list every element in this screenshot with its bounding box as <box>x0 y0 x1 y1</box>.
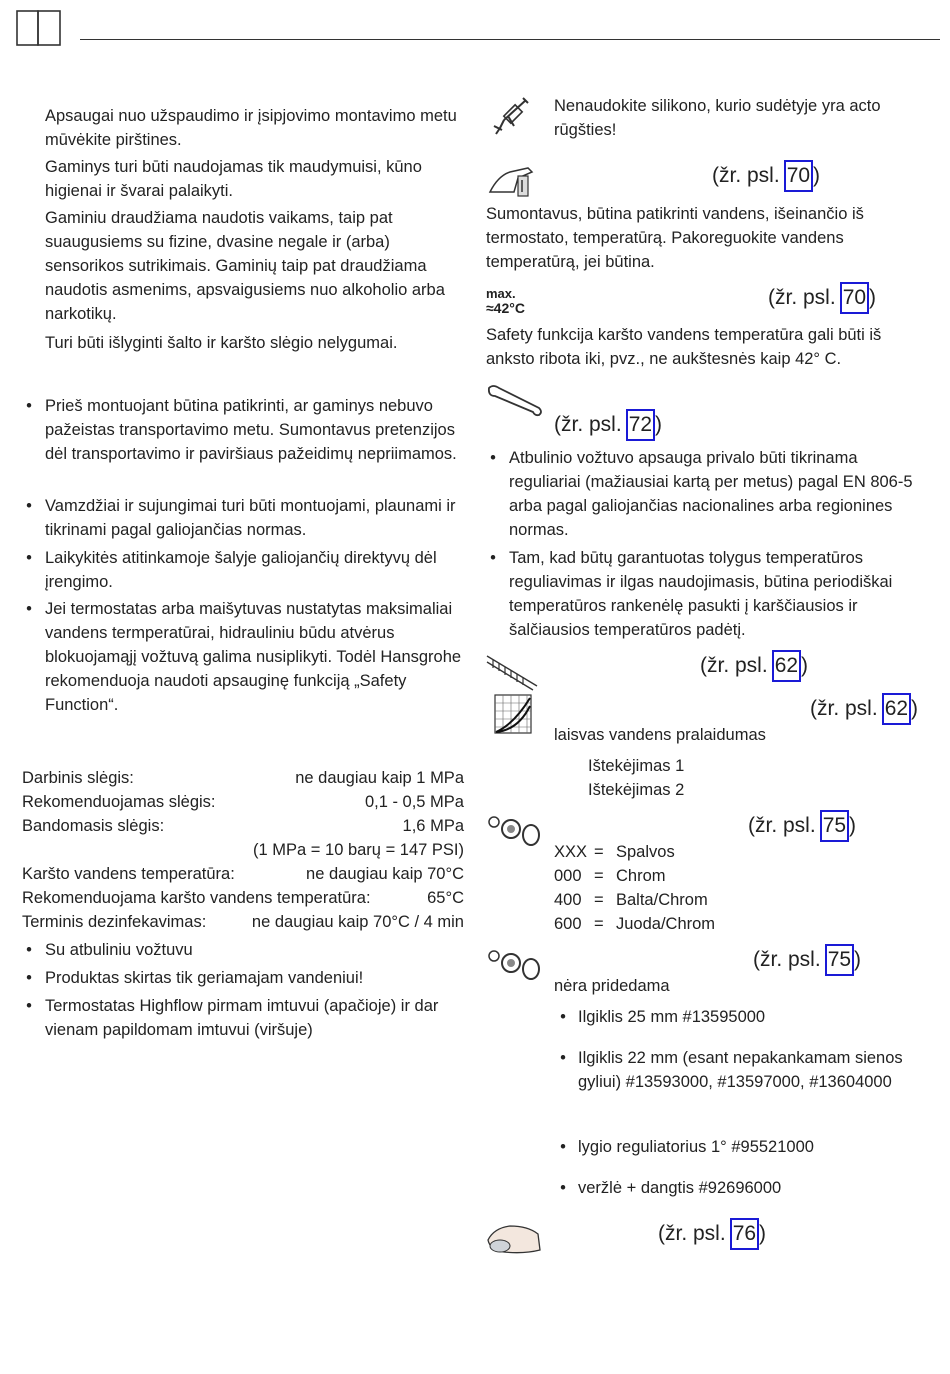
page-reference: (žr. psl. 70 ) <box>768 282 876 314</box>
thermometer-hand-icon <box>488 162 536 205</box>
service-bullet: • Atbulinio vožtuvo apsauga privalo būti tikrinama reguliariai (mažiausiai kartą per metus) pagal EN 806-5 arba pagal galiojančias nacionalines arba regionines normas. <box>490 449 913 539</box>
spare-parts-icon <box>487 948 543 987</box>
manual-book-icon <box>16 10 62 51</box>
service-bullet: • Tam, kad būtų garantuotas tolygus temperatūros reguliavimas ir ilgas naudojimasis, būtina periodiškai temperatūros rankenėlę pasukti į karščiausios ir šalčiausios temperatūros padėtį. <box>490 549 893 639</box>
page-reference: (žr. psl. 75 ) <box>753 944 861 976</box>
safety-function-text: Safety funkcija karšto vandens temperatūra gali būti iš anksto ribota iki, pvz., ne aukštesnės kaip 42° C. <box>486 326 882 368</box>
page-link[interactable]: 72 <box>626 409 655 441</box>
page-reference: (žr. psl. 72 ) <box>554 409 662 441</box>
intro-paragraph: Gaminys turi būti naudojamas tik maudymuisi, kūno higienai ir švarai palaikyti. <box>45 158 422 200</box>
page-link[interactable]: 70 <box>784 160 813 192</box>
color-code-row: 600 = Juoda/Chrom <box>554 915 716 933</box>
page-reference: (žr. psl. 70 ) <box>712 160 820 192</box>
accessory-item: • Ilgiklis 25 mm #13595000 <box>560 1008 766 1026</box>
spec-row: Terminis dezinfekavimas: ne daugiau kaip 70°C / 4 min <box>22 913 464 931</box>
note-item: • Produktas skirtas tik geriamajam vandeniui! <box>26 969 364 987</box>
page-reference: (žr. psl. 62 ) <box>700 650 808 682</box>
max-temp-icon: max. ≈42°C <box>486 286 525 316</box>
page-reference: (žr. psl. 75 ) <box>748 810 856 842</box>
intro-paragraph: Apsaugai nuo užspaudimo ir įsipjovimo montavimo metu mūvėkite pirštines. <box>45 107 457 149</box>
spec-row: Rekomenduojama karšto vandens temperatūra: 65°C <box>22 889 464 907</box>
color-code-row: 000 = Chrom <box>554 867 666 885</box>
bullet-item: • Jei termostatas arba maišytuvas nustatytas maksimaliai vandens termperatūrai, hidrauliniu būdu atvėrus blokuojamąjį vožtuvą galima nusiplikyti. Todėl Hansgrohe rekomenduoja naudoti apsauginę funkciją „Safety Function“. <box>26 600 462 714</box>
spec-table <box>22 766 464 934</box>
temperature-check-text: Sumontavus, būtina patikrinti vandens, išeinančio iš termostato, temperatūrą. Pakoreguokite vandens temperatūrą, jei būtina. <box>486 205 864 271</box>
cleaning-hand-icon <box>484 1220 544 1261</box>
outlet-label: Ištekėjimas 2 <box>588 781 685 799</box>
page-link[interactable]: 76 <box>730 1218 759 1250</box>
spec-conversion: (1 MPa = 10 barų = 147 PSI) <box>253 841 464 859</box>
bullet-item: • Laikykitės atitinkamoje šalyje galiojančių direktyvų dėl įrengimo. <box>26 549 437 591</box>
ruler-icon <box>485 654 539 697</box>
page-link[interactable]: 75 <box>825 944 854 976</box>
flow-graph-icon <box>494 694 532 739</box>
outlet-label: Ištekėjimas 1 <box>588 757 685 775</box>
bullet-item: • Prieš montuojant būtina patikrinti, ar gaminys nebuvo pažeistas transportavimo metu. Sumontavus pretenzijos dėl transportavimo ir paviršiaus pažeidimų nepriimamos. <box>26 397 457 463</box>
intro-paragraph: Gaminiu draudžiama naudotis vaikams, taip pat suaugusiems su fizine, dvasine negale ir (arba) sensorikos sutrikimais. Gaminių taip pat draudžiama naudotis asmenims, apsvaigusiems nuo alkoholio arba narkotikų. <box>45 209 445 323</box>
spare-parts-icon <box>487 814 543 853</box>
page-link[interactable]: 62 <box>772 650 801 682</box>
note-item: • Termostatas Highflow pirmam imtuvui (apačioje) ir dar vienam papildomam imtuvui (viršuje) <box>26 997 439 1039</box>
page-link[interactable]: 75 <box>820 810 849 842</box>
silicone-gun-icon <box>490 96 530 143</box>
accessory-item: • veržlė + dangtis #92696000 <box>560 1179 782 1197</box>
intro-paragraph: Turi būti išlyginti šalto ir karšto slėgio nelygumai. <box>45 334 398 352</box>
page-reference: (žr. psl. 76 ) <box>658 1218 766 1250</box>
not-included-label: nėra pridedama <box>554 977 670 995</box>
spec-row: Karšto vandens temperatūra: ne daugiau kaip 70°C <box>22 865 464 883</box>
bullet-item: • Vamzdžiai ir sujungimai turi būti montuojami, plaunami ir tikrinami pagal galiojančias normas. <box>26 497 456 539</box>
wrench-icon <box>485 382 545 423</box>
accessory-item: • Ilgiklis 22 mm (esant nepakankamam sienos gyliui) #13593000, #13597000, #13604000 <box>560 1049 903 1091</box>
color-code-row: 400 = Balta/Chrom <box>554 891 708 909</box>
spec-row: Rekomenduojamas slėgis: 0,1 - 0,5 MPa <box>22 793 464 811</box>
spec-row: Darbinis slėgis: ne daugiau kaip 1 MPa <box>22 769 464 787</box>
page-link[interactable]: 62 <box>882 693 911 725</box>
color-code-row: XXX = Spalvos <box>554 843 675 861</box>
accessory-item: • lygio reguliatorius 1° #95521000 <box>560 1138 814 1156</box>
page-reference: (žr. psl. 62 ) <box>810 693 918 725</box>
silicone-warning: Nenaudokite silikono, kurio sudėtyje yra acto rūgšties! <box>554 97 881 139</box>
flow-label: laisvas vandens pralaidumas <box>554 726 766 744</box>
spec-row: Bandomasis slėgis: 1,6 MPa <box>22 817 464 835</box>
page-link[interactable]: 70 <box>840 282 869 314</box>
note-item: • Su atbuliniu vožtuvu <box>26 941 193 959</box>
header-rule <box>80 39 940 40</box>
